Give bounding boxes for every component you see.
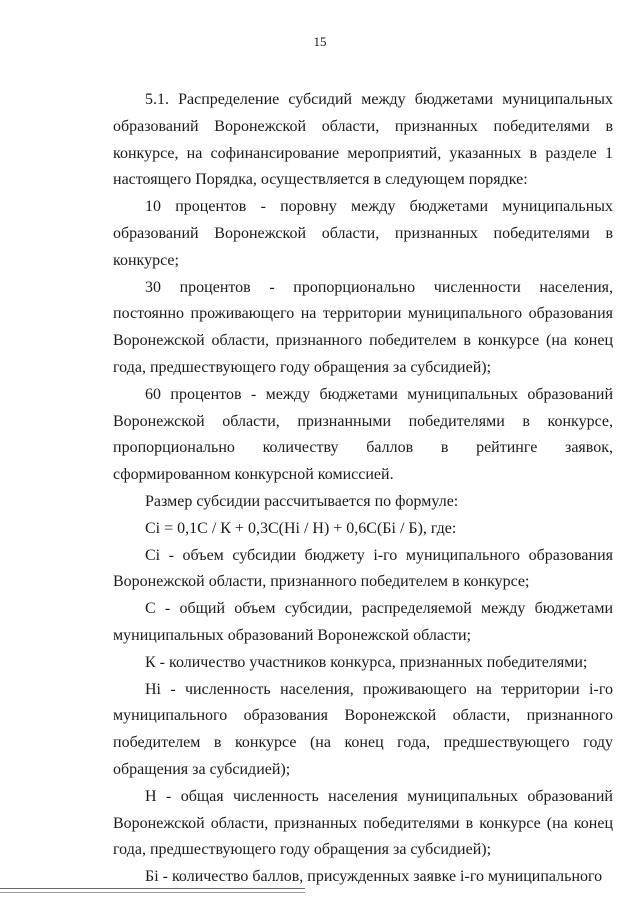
paragraph-60-percent: 60 процентов - между бюджетами муниципальных образований Воронежской области, признанными победителями в конкурсе, пропорционально количеству баллов в рейтинге заявок, сформированном конкурсной комиссией.	[113, 385, 613, 484]
definition-h: H - общая численность населения муниципальных образований Воронежской области, признанных победителями в конкурсе (на конец года, предшествующего году обращения за субсидией);	[113, 787, 613, 859]
definition-ci: Ci - объем субсидии бюджету i-го муниципального образования Воронежской области, признанного победителем в конкурсе;	[113, 546, 613, 591]
definition-hi: Hi - численность населения, проживающего на территории i-го муниципального образования Воронежской области, признанного победителем в конкурсе (на конец года, предшествующего году обращения за субсидией);	[113, 680, 613, 778]
paragraph-10-percent: 10 процентов - поровну между бюджетами муниципальных образований Воронежской области, признанных победителями в конкурсе;	[113, 198, 613, 269]
footer-divider-secondary	[0, 892, 305, 893]
formula-intro: Размер субсидии рассчитывается по формуле:	[145, 492, 459, 510]
page-number: 15	[313, 34, 327, 49]
definition-bi: Бi - количество баллов, присужденных заявке i-го муниципального	[145, 868, 603, 886]
document-body	[113, 87, 613, 891]
subsidy-formula: Ci = 0,1C / К + 0,3C(Hi / H) + 0,6C(Бi / Б), где:	[145, 519, 457, 537]
paragraph-5-1: 5.1. Распределение субсидий между бюджетами муниципальных образований Воронежской области, признанных победителями в конкурсе, на софинансирование мероприятий, указанных в разделе 1 настоящего Порядка, осуществляется в следующем порядке:	[113, 91, 613, 189]
footer-divider	[0, 888, 305, 889]
definition-k: К - количество участников конкурса, признанных победителями;	[145, 653, 588, 671]
paragraph-30-percent: 30 процентов - пропорционально численности населения, постоянно проживающего на территории муниципального образования Воронежской области, признанного победителем в конкурсе (на конец года, предшествующего году обращения за субсидией);	[113, 278, 613, 376]
definition-c: C - общий объем субсидии, распределяемой между бюджетами муниципальных образований Воронежской области;	[113, 600, 613, 644]
